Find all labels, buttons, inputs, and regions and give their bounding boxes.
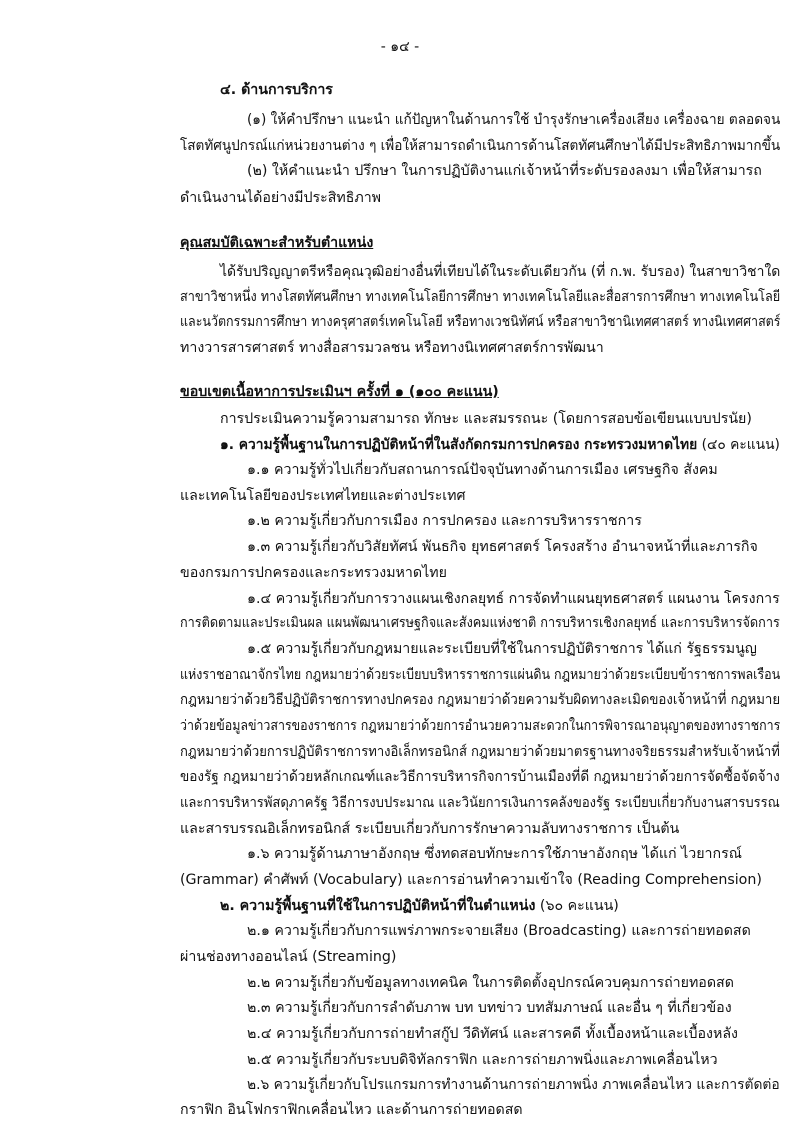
part1-heading-row (220, 435, 780, 455)
item-1-3-line-a: ๑.๓ ความรู้เกี่ยวกับวิสัยทัศน์ พันธกิจ ยุทธศาสตร์ โครงสร้าง อำนาจหน้าที่และภารกิจ (247, 538, 758, 555)
item-1-5-line-b: แห่งราชอาณาจักรไทย กฎหมายว่าด้วยระเบียบบริหารราชการแผ่นดิน กฎหมายว่าด้วยระเบียบข้าราชการพลเรือน (180, 667, 781, 684)
item-1-5-line-h: และสารบรรณอิเล็กทรอนิกส์ ระเบียบเกี่ยวกับการรักษาความลับทางราชการ เป็นต้น (180, 821, 680, 838)
page-number: - ๑๔ - (380, 39, 420, 55)
scope-intro: การประเมินความรู้ความสามารถ ทักษะ และสมรรถนะ (โดยการสอบข้อเขียนแบบปรนัย) (220, 410, 752, 427)
item-2-1-line-b: ผ่านช่องทางออนไลน์ (Streaming) (180, 949, 397, 966)
service-line-3: (๒) ให้คำแนะนำ ปรึกษา ในการปฏิบัติงานแก่เจ้าหน้าที่ระดับรองลงมา เพื่อให้สามารถ (247, 162, 762, 179)
part2-heading-row (220, 896, 619, 916)
item-2-1-line-a: ๒.๑ ความรู้เกี่ยวกับการแพร่ภาพกระจายเสียง (Broadcasting) และการถ่ายทอดสด (247, 923, 751, 940)
service-heading: ๔. ด้านการบริการ (220, 82, 333, 98)
part1-heading: ๑. ความรู้พื้นฐานในการปฏิบัติหน้าที่ในสังกัดกรมการปกครอง กระทรวงมหาดไทย (220, 436, 698, 453)
item-1-5-line-d: ว่าด้วยข้อมูลข่าวสารของราชการ กฎหมายว่าด้วยการอำนวยความสะดวกในการพิจารณาอนุญาตของทางราชการ (180, 718, 781, 735)
qualification-line-3: และนวัตกรรมการศึกษา ทางครุศาสตร์เทคโนโลยี หรือทางเวชนิทัศน์ หรือสาขาวิชานิเทศศาสตร์ ทางนิเทศศาสตร์ (180, 313, 781, 330)
item-2-6-line-a: ๒.๖ ความรู้เกี่ยวกับโปรแกรมการทำงานด้านการถ่ายภาพนิ่ง ภาพเคลื่อนไหว และการตัดต่อ (247, 1077, 780, 1094)
item-2-2: ๒.๒ ความรู้เกี่ยวกับข้อมูลทางเทคนิค ในการติดตั้งอุปกรณ์ควบคุมการถ่ายทอดสด (247, 975, 734, 992)
item-1-6-line-a: ๑.๖ ความรู้ด้านภาษาอังกฤษ ซึ่งทดสอบทักษะการใช้ภาษาอังกฤษ ได้แก่ ไวยากรณ์ (247, 846, 742, 863)
scope-heading: ขอบเขตเนื้อหาการประเมินฯ ครั้งที่ ๑ (๑๐๐ คะแนน) (180, 383, 499, 400)
item-2-4: ๒.๔ ความรู้เกี่ยวกับการถ่ายทำสกู๊ป วีดิทัศน์ และสารคดี ทั้งเบื้องหน้าและเบื้องหลัง (247, 1026, 738, 1043)
item-1-4-line-a: ๑.๔ ความรู้เกี่ยวกับการวางแผนเชิงกลยุทธ์ การจัดทำแผนยุทธศาสตร์ แผนงาน โครงการ (247, 590, 780, 607)
part2-heading: ๒. ความรู้พื้นฐานที่ใช้ในการปฏิบัติหน้าที่ในตำแหน่ง (220, 898, 536, 915)
qualification-line-2: สาขาวิชาหนึ่ง ทางโสตทัศนศึกษา ทางเทคโนโลยีการศึกษา ทางเทคโนโลยีและสื่อสารการศึกษา ทางเทคโนโลยี (180, 288, 781, 305)
item-1-5-line-e: กฎหมายว่าด้วยการปฏิบัติราชการทางอิเล็กทรอนิกส์ กฎหมายว่าด้วยมาตรฐานทางจริยธรรมสำหรับเจ้าหน้าที่ (180, 744, 780, 761)
item-1-1-line-b: และเทคโนโลยีของประเทศไทยและต่างประเทศ (180, 487, 466, 504)
item-2-5: ๒.๕ ความรู้เกี่ยวกับระบบดิจิทัลกราฟิก และการถ่ายภาพนิ่งและภาพเคลื่อนไหว (247, 1052, 718, 1069)
service-line-1: (๑) ให้คำปรึกษา แนะนำ แก้ปัญหาในด้านการใช้ บำรุงรักษาเครื่องเสียง เครื่องฉาย ตลอดจน (247, 111, 781, 128)
item-1-4-line-b: การติดตามและประเมินผล แผนพัฒนาเศรษฐกิจและสังคมแห่งชาติ การบริหารเชิงกลยุทธ์ และการบริหารจัดการ (180, 615, 780, 632)
item-1-5-line-g: และการบริหารพัสดุภาครัฐ วิธีการงบประมาณ และวินัยการเงินการคลังของรัฐ ระเบียบเกี่ยวกับงานสารบรรณ (180, 795, 780, 812)
item-1-3-line-b: ของกรมการปกครองและกระทรวงมหาดไทย (180, 564, 447, 581)
item-1-1-line-a: ๑.๑ ความรู้ทั่วไปเกี่ยวกับสถานการณ์ปัจจุบันทางด้านการเมือง เศรษฐกิจ สังคม (247, 461, 718, 478)
item-2-3: ๒.๓ ความรู้เกี่ยวกับการลำดับภาพ บท บทข่าว บทสัมภาษณ์ และอื่น ๆ ที่เกี่ยวข้อง (247, 1000, 732, 1017)
item-1-2: ๑.๒ ความรู้เกี่ยวกับการเมือง การปกครอง และการบริหารราชการ (247, 512, 642, 529)
qualification-line-1: ได้รับปริญญาตรีหรือคุณวุฒิอย่างอื่นที่เทียบได้ในระดับเดียวกัน (ที่ ก.พ. รับรอง) ในสาขาวิชาใด (220, 263, 781, 280)
item-1-5-line-f: ของรัฐ กฎหมายว่าด้วยหลักเกณฑ์และวิธีการบริหารกิจการบ้านเมืองที่ดี กฎหมายว่าด้วยการจัดซื้อจัดจ้าง (180, 769, 780, 786)
item-1-6-line-b: (Grammar) คำศัพท์ (Vocabulary) และการอ่านทำความเข้าใจ (Reading Comprehension) (180, 872, 762, 889)
part1-points: (๔๐ คะแนน) (701, 436, 780, 453)
item-1-5-line-c: กฎหมายว่าด้วยวิธีปฏิบัติราชการทางปกครอง กฎหมายว่าด้วยความรับผิดทางละเมิดของเจ้าหน้าที่ กฎหมาย (180, 692, 781, 709)
part2-points: (๖๐ คะแนน) (539, 898, 619, 915)
service-line-2: โสตทัศนูปกรณ์แก่หน่วยงานต่าง ๆ เพื่อให้สามารถดำเนินการด้านโสตทัศนศึกษาได้มีประสิทธิภาพมากขึ้น (180, 137, 781, 154)
qualification-heading: คุณสมบัติเฉพาะสำหรับตำแหน่ง (180, 234, 374, 251)
qualification-line-4: ทางวารสารศาสตร์ ทางสื่อสารมวลชน หรือทางนิเทศศาสตร์การพัฒนา (180, 339, 604, 356)
item-2-6-line-b: กราฟิก อินโฟกราฟิกเคลื่อนไหว และด้านการถ่ายทอดสด (180, 1102, 523, 1118)
service-line-4: ดำเนินงานได้อย่างมีประสิทธิภาพ (180, 189, 382, 206)
item-1-5-line-a: ๑.๕ ความรู้เกี่ยวกับกฎหมายและระเบียบที่ใช้ในการปฏิบัติราชการ ได้แก่ รัฐธรรมนูญ (247, 641, 757, 658)
